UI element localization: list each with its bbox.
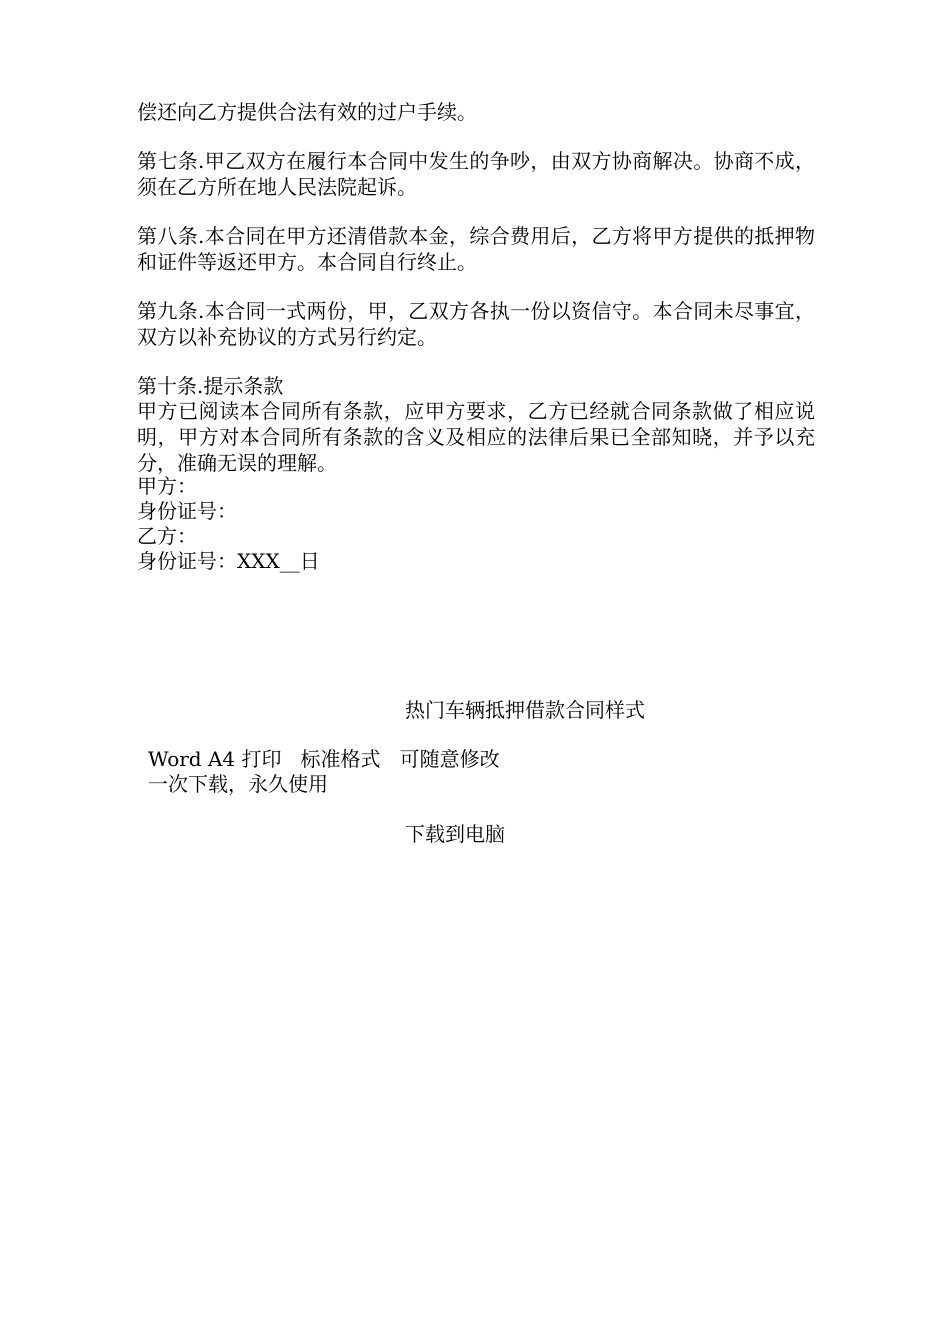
party-a-label: 甲方：: [137, 474, 197, 498]
clause-8-termination: 第八条.本合同在甲方还清借款本金，综合费用后，乙方将甲方提供的抵押物和证件等返还甲方。本合同自行终止。: [137, 224, 815, 274]
party-b-id-label: 身份证号：XXX__日: [137, 549, 320, 573]
clause-9-copies: 第九条.本合同一式两份，甲，乙双方各执一份以资信守。本合同未尽事宜，双方以补充协议的方式另行约定。: [137, 299, 815, 349]
clause-10-title: 第十条.提示条款: [137, 374, 284, 398]
clause-10-body: 甲方已阅读本合同所有条款，应甲方要求，乙方已经就合同条款做了相应说明，甲方对本合同所有条款的含义及相应的法律后果已全部知晓，并予以充分，准确无误的理解。: [137, 399, 815, 475]
clause-7-dispute: 第七条.甲乙双方在履行本合同中发生的争吵，由双方协商解决。协商不成，须在乙方所在地人民法院起诉。: [137, 149, 815, 199]
promo-usage: 一次下载，永久使用: [148, 772, 328, 796]
download-to-computer-link[interactable]: 下载到电脑: [405, 822, 505, 846]
promo-features: Word A4 打印 标准格式 可随意修改: [148, 747, 500, 771]
party-a-id-label: 身份证号：: [137, 499, 237, 523]
party-b-label: 乙方：: [137, 524, 197, 548]
promo-title: 热门车辆抵押借款合同样式: [405, 698, 645, 722]
paragraph-repayment-transfer: 偿还向乙方提供合法有效的过户手续。: [137, 100, 477, 124]
